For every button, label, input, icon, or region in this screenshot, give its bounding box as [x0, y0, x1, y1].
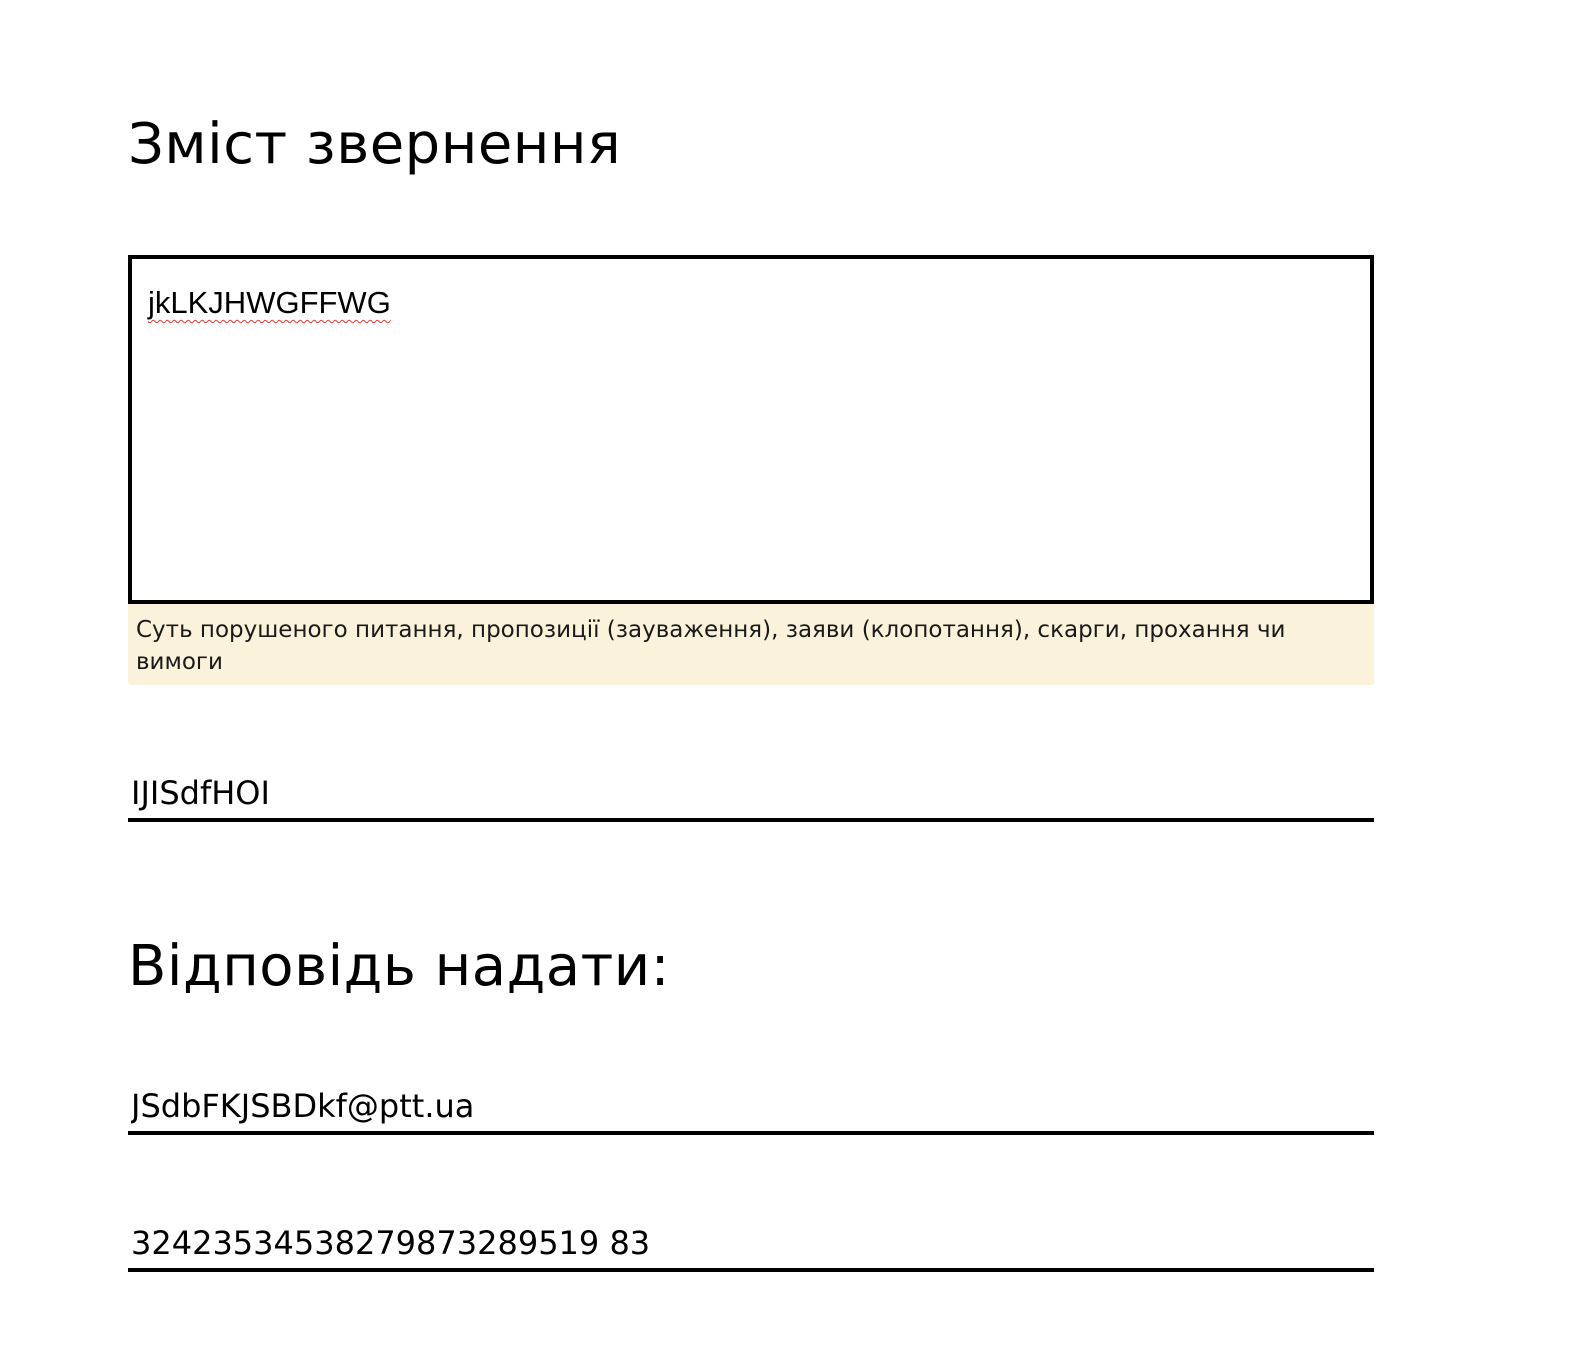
answer-section-title: Відповідь надати:	[128, 934, 671, 999]
name-field[interactable]	[128, 768, 1374, 818]
content-section-title: Зміст звернення	[128, 112, 622, 177]
appeal-content-textarea[interactable]	[132, 259, 1370, 600]
phone-field-wrapper	[128, 1218, 1374, 1272]
textarea-hint: Суть порушеного питання, пропозиції (зауваження), заяви (клопотання), скарги, прохання чи вимоги	[128, 604, 1374, 685]
name-field-wrapper	[128, 768, 1374, 822]
email-field-wrapper	[128, 1081, 1374, 1135]
appeal-content-textarea-wrapper	[128, 255, 1374, 604]
email-field[interactable]	[128, 1081, 1374, 1131]
phone-field[interactable]	[128, 1218, 1374, 1268]
